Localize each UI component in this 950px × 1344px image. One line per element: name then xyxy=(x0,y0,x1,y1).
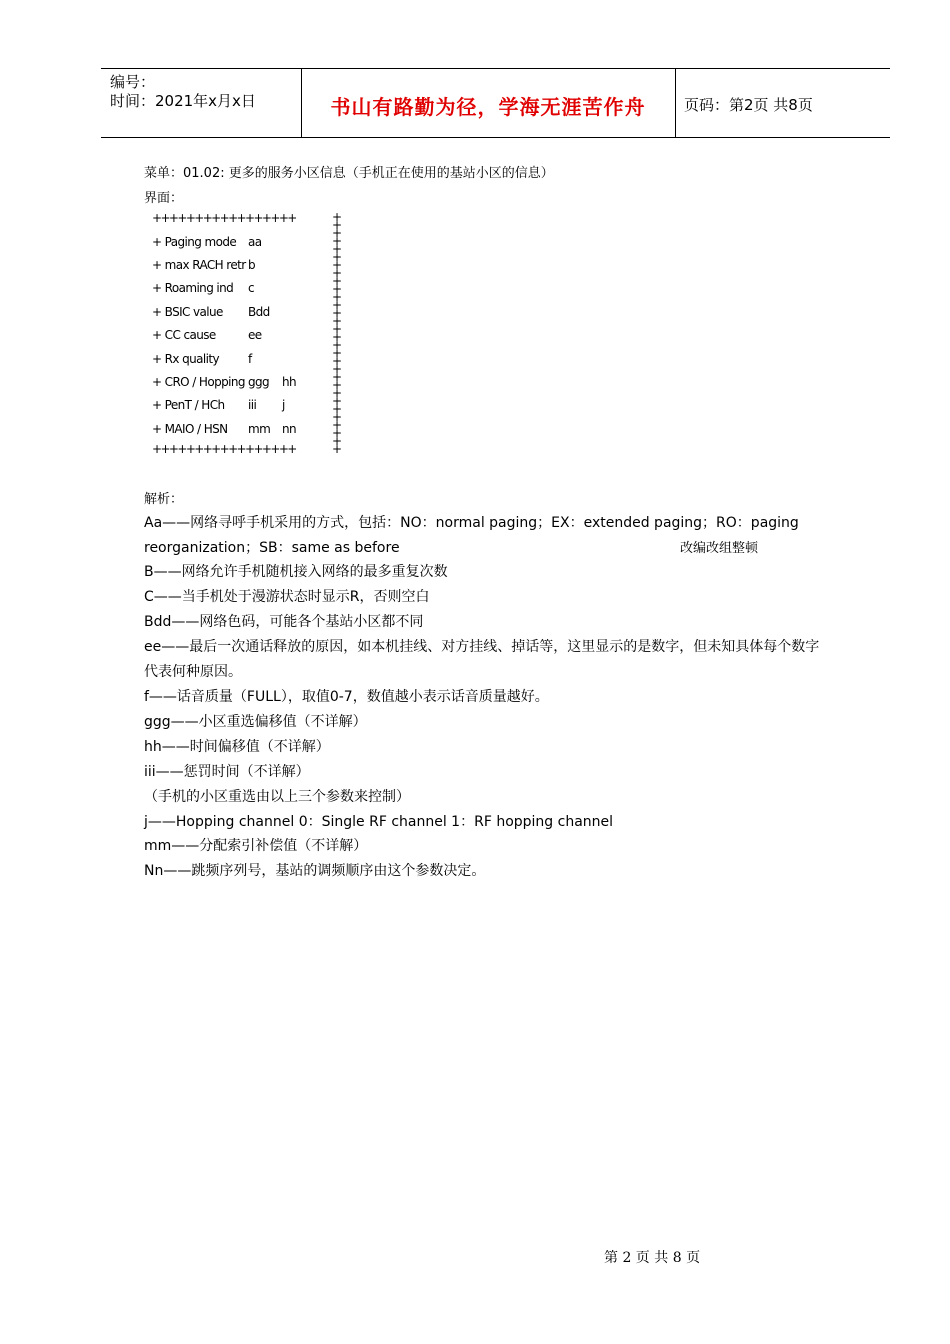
analysis-line: iii——惩罚时间（不详解） xyxy=(144,764,310,780)
screen-item-value2: hh xyxy=(282,375,297,389)
header-motto-cell xyxy=(301,69,676,137)
analysis-line: ee——最后一次通话释放的原因，如本机挂线、对方挂线、掉话等，这里显示的是数字，但未知具体每个数字 xyxy=(144,639,820,655)
screen-right-border: + + + + + + + + + + + + + + + + + + + + + + + + + + + + + + xyxy=(331,210,343,456)
screen-item xyxy=(152,352,282,366)
screen-item-label: + MAIO / HSN xyxy=(152,422,228,436)
motto: 书山有路勤为径，学海无涯苦作舟 xyxy=(330,95,646,119)
screen-item-label: + Paging mode xyxy=(152,235,237,249)
menu-line: 菜单：01.02: 更多的服务小区信息（手机正在使用的基站小区的信息） xyxy=(144,166,554,181)
screen-item-label: + CC cause xyxy=(152,328,216,342)
screen-item xyxy=(152,258,282,272)
analysis-line: f——话音质量（FULL），取值0-7，数值越小表示话音质量越好。 xyxy=(144,689,549,705)
screen-item-label: + Roaming ind xyxy=(152,281,234,295)
screen-bottom-border: +++++++++++++++++ xyxy=(152,442,296,456)
analysis-line: j——Hopping channel 0：Single RF channel 1：RF hopping channel xyxy=(144,814,614,830)
phone-screen-figure xyxy=(152,211,347,459)
screen-item-value: iii xyxy=(248,398,257,412)
time-line: 时间：2021年x月x日 xyxy=(110,92,256,110)
analysis-line: reorganization；SB：same as before xyxy=(144,540,400,556)
screen-item-value: ggg xyxy=(248,375,270,389)
analysis-line: 代表何种原因。 xyxy=(144,664,242,680)
screen-item xyxy=(152,235,282,249)
analysis-line: B——网络允许手机随机接入网络的最多重复次数 xyxy=(144,564,448,580)
screen-item xyxy=(152,281,282,295)
screen-item xyxy=(152,375,296,389)
analysis-label: 解析： xyxy=(144,492,184,507)
screen-item-value2: nn xyxy=(282,422,297,436)
screen-item xyxy=(152,398,285,412)
side-note: 改编改组整顿 xyxy=(680,541,759,556)
screen-item-value: f xyxy=(248,352,252,366)
screen-item-label: + PenT / HCh xyxy=(152,398,225,412)
screen-item xyxy=(152,328,282,342)
analysis-line: Aa——网络寻呼手机采用的方式，包括：NO：normal paging；EX：extended paging；RO：paging xyxy=(144,515,799,531)
number-label: 编号： xyxy=(110,73,156,91)
screen-item-label: + Rx quality xyxy=(152,352,219,366)
header-meta-cell xyxy=(101,69,302,137)
page-info: 页码：第2页 共8页 xyxy=(684,96,813,114)
screen-item-value: aa xyxy=(248,235,262,249)
interface-label: 界面： xyxy=(144,191,184,206)
screen-item xyxy=(152,305,282,319)
screen-item-value: mm xyxy=(248,422,271,436)
screen-item-label: + max RACH retr xyxy=(152,258,246,272)
screen-item-value: Bdd xyxy=(248,305,270,319)
analysis-line: ggg——小区重选偏移值（不详解） xyxy=(144,714,367,730)
screen-item-value: ee xyxy=(248,328,262,342)
screen-top-border: +++++++++++++++++ xyxy=(152,211,296,225)
screen-item-label: + CRO / Hopping xyxy=(152,375,245,389)
screen-item xyxy=(152,422,296,436)
analysis-line: Nn——跳频序列号，基站的调频顺序由这个参数决定。 xyxy=(144,863,486,879)
analysis-line: （手机的小区重选由以上三个参数来控制） xyxy=(144,789,410,805)
analysis-line: C——当手机处于漫游状态时显示R，否则空白 xyxy=(144,589,430,605)
analysis-line: mm——分配索引补偿值（不详解） xyxy=(144,838,368,854)
analysis-line: Bdd——网络色码，可能各个基站小区都不同 xyxy=(144,614,424,630)
screen-item-value2: j xyxy=(282,398,285,412)
screen-item-value: b xyxy=(248,258,256,272)
screen-item-value: c xyxy=(248,281,254,295)
header-page-cell xyxy=(676,69,890,137)
page-footer: 第 2 页 共 8 页 xyxy=(604,1250,701,1266)
analysis-line: hh——时间偏移值（不详解） xyxy=(144,739,330,755)
page-header xyxy=(101,68,890,138)
screen-item-label: + BSIC value xyxy=(152,305,223,319)
